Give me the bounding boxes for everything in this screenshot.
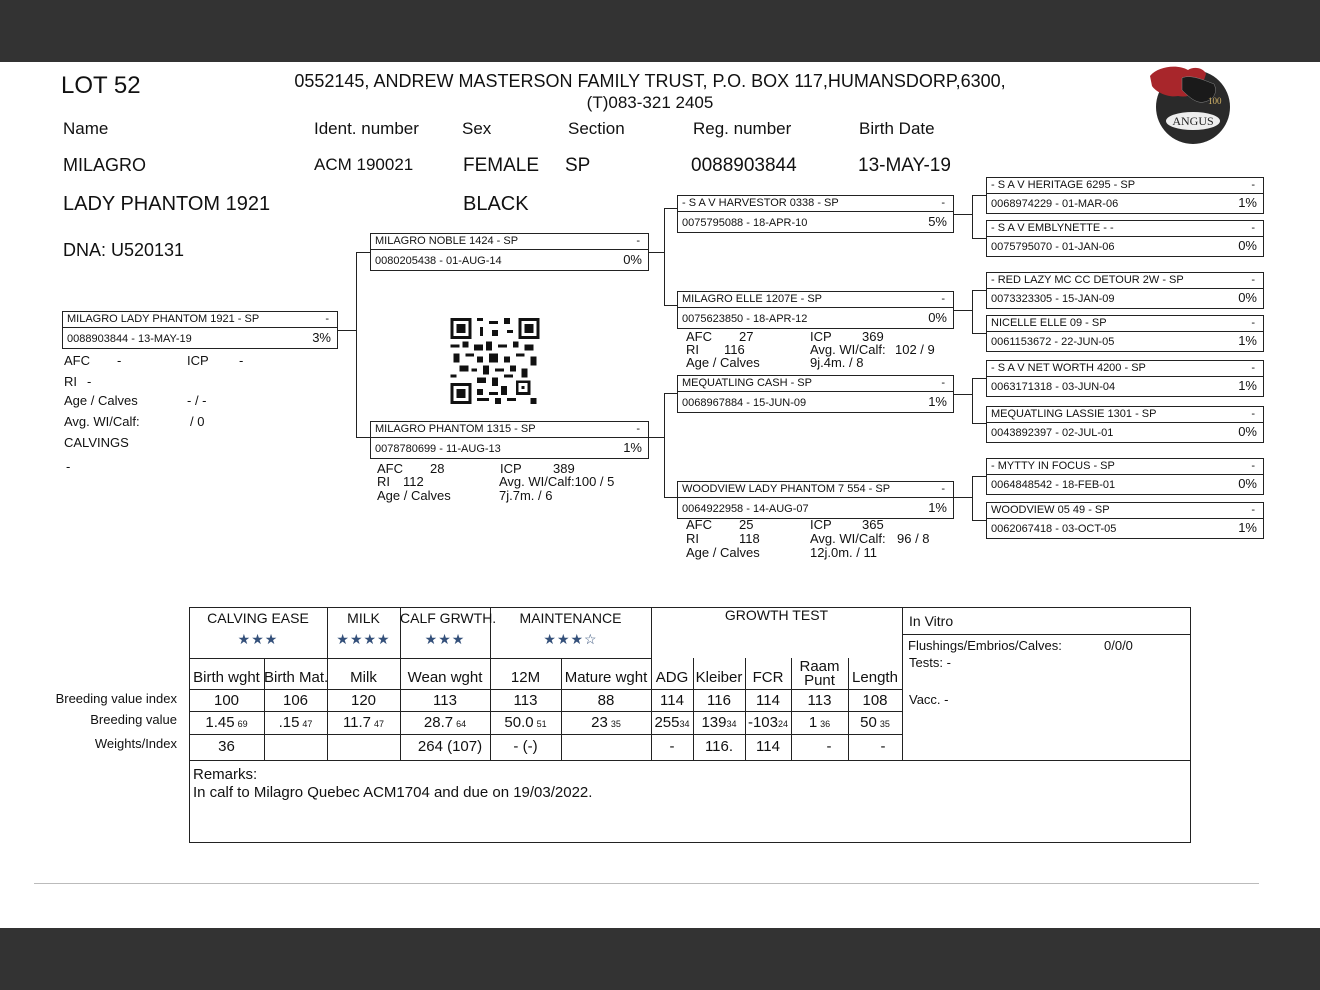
- ggp-box-6: MEQUATLING LASSIE 1301 - SP - 0043892397 - 02-JUL-01 0%: [986, 406, 1264, 443]
- sire-dam-box: MILAGRO ELLE 1207E - SP - 0075623850 - 18-APR-12 0%: [677, 291, 954, 329]
- subject-title: MILAGRO LADY PHANTOM 1921 - SP: [67, 313, 260, 325]
- bv-cell: 13934: [701, 714, 737, 731]
- invitro-flush-label: Flushings/Embrios/Calves:: [908, 638, 1062, 653]
- subject-box: MILAGRO LADY PHANTOM 1921 - SP - 0088903844 - 13-MAY-19 3%: [62, 311, 338, 349]
- label-ident: Ident. number: [314, 119, 419, 138]
- index-cell: 108: [862, 692, 888, 709]
- col-header: Wean wght: [407, 669, 483, 686]
- label-birth: Birth Date: [859, 119, 935, 138]
- top-bar: [0, 0, 1320, 62]
- label-sex: Sex: [462, 119, 492, 138]
- subject-sub: 0088903844 - 13-MAY-19: [67, 333, 192, 345]
- angus-logo-icon: [1148, 64, 1232, 144]
- bv-cell: .15 47: [278, 714, 313, 731]
- invitro-title: In Vitro: [909, 613, 954, 629]
- subject-pct: 3%: [312, 330, 331, 345]
- hdr-maintenance: MAINTENANCE: [519, 610, 622, 626]
- dam-dam-box: WOODVIEW LADY PHANTOM 7 554 - SP - 0064922958 - 14-AUG-07 1%: [677, 481, 954, 519]
- index-cell: 113: [513, 692, 538, 709]
- sire-box: MILAGRO NOBLE 1424 - SP - 0080205438 - 01-AUG-14 0%: [370, 233, 649, 271]
- ggp-box-3: - RED LAZY MC CC DETOUR 2W - SP - 0073323305 - 15-JAN-09 0%: [986, 272, 1264, 309]
- bv-cell: 23 35: [591, 714, 621, 731]
- col-header: Mature wght: [564, 669, 648, 686]
- label-section: Section: [568, 119, 625, 138]
- hdr-growth-test: GROWTH TEST: [724, 607, 829, 623]
- bv-cell: 1 36: [808, 714, 831, 731]
- col-header: Kleiber: [695, 669, 743, 686]
- index-cell: 113: [807, 692, 832, 709]
- weight-cell: -: [826, 738, 832, 755]
- stars-calving-ease: ★★★: [237, 631, 279, 647]
- invitro-flush-value: 0/0/0: [1104, 638, 1133, 653]
- animal-sex: FEMALE: [463, 155, 540, 176]
- index-cell: 114: [756, 692, 780, 709]
- col-header: Length: [852, 669, 898, 686]
- animal-name2: LADY PHANTOM 1921: [63, 193, 271, 215]
- index-cell: 120: [350, 692, 377, 709]
- bv-cell: 50.0 51: [504, 714, 547, 731]
- index-cell: 88: [597, 692, 615, 709]
- bv-cell: 11.7 47: [342, 714, 385, 731]
- footer-divider: [34, 883, 1259, 884]
- ggp-box-7: - MYTTY IN FOCUS - SP - 0064848542 - 18-FEB-01 0%: [986, 458, 1264, 495]
- ggp-box-1: - S A V HERITAGE 6295 - SP - 0068974229 - 01-MAR-06 1%: [986, 177, 1264, 214]
- animal-reg: 0088903844: [691, 155, 797, 176]
- sire-sire-box: - S A V HARVESTOR 0338 - SP - 0075795088 - 18-APR-10 5%: [677, 195, 954, 233]
- weight-cell: - (-): [513, 738, 538, 755]
- bv-cell: -10324: [747, 714, 789, 731]
- row-label: Breeding value: [90, 712, 177, 727]
- bv-cell: 28.7 64: [423, 714, 467, 731]
- col-header: Birth Mat.: [264, 669, 329, 686]
- weight-cell: -: [669, 738, 675, 755]
- index-cell: 114: [660, 692, 684, 709]
- ggp-box-4: NICELLE ELLE 09 - SP - 0061153672 - 22-JUN-05 1%: [986, 315, 1264, 352]
- col-header: Milk: [350, 669, 377, 686]
- label-name: Name: [63, 119, 109, 138]
- bv-cell: 25534: [654, 714, 690, 731]
- owner-line2: (T)083-321 2405: [586, 93, 714, 112]
- hdr-milk: MILK: [347, 610, 380, 626]
- remarks-label: Remarks:: [193, 766, 258, 783]
- index-cell: 106: [282, 692, 309, 709]
- animal-color: BLACK: [463, 193, 529, 215]
- col-header: Raam Punt: [799, 658, 840, 689]
- weight-cell: 114: [756, 738, 780, 755]
- stars-calf-growth: ★★★: [424, 631, 466, 647]
- logo-text: ANGUS: [1172, 114, 1214, 128]
- weight-cell: 36: [218, 738, 235, 755]
- index-cell: 116: [707, 692, 731, 709]
- remarks-text: In calf to Milagro Quebec ACM1704 and due on 19/03/2022.: [193, 784, 593, 801]
- dam-box: MILAGRO PHANTOM 1315 - SP - 0078780699 - 11-AUG-13 1%: [370, 421, 649, 459]
- index-cell: 100: [213, 692, 240, 709]
- weight-cell: 264 (107): [417, 738, 483, 755]
- col-header: ADG: [655, 669, 689, 686]
- col-header: 12M: [510, 669, 541, 686]
- logo-small-text: 100: [1208, 96, 1222, 106]
- ggp-box-2: - S A V EMBLYNETTE - - - 0075795070 - 01-JAN-06 0%: [986, 220, 1264, 257]
- bv-cell: 1.45 69: [205, 714, 248, 731]
- animal-birth: 13-MAY-19: [858, 155, 951, 176]
- animal-section: SP: [565, 155, 591, 176]
- calvings-label: CALVINGS: [64, 435, 129, 450]
- ggp-box-8: WOODVIEW 05 49 - SP - 0062067418 - 03-OCT-05 1%: [986, 502, 1264, 539]
- animal-dna: DNA: U520131: [63, 240, 185, 260]
- row-label: Breeding value index: [55, 691, 177, 706]
- index-cell: 113: [433, 692, 457, 709]
- animal-ident: ACM 190021: [314, 155, 414, 174]
- animal-name1: MILAGRO: [63, 155, 147, 175]
- stars-milk: ★★★★: [336, 631, 391, 647]
- col-header: FCR: [752, 669, 784, 686]
- col-header: Birth wght: [193, 669, 260, 686]
- owner-line1: 0552145, ANDREW MASTERSON FAMILY TRUST, P.O. BOX 117,HUMANSDORP,6300,: [294, 71, 1006, 91]
- bv-cell: 50 35: [860, 714, 890, 731]
- dam-sire-box: MEQUATLING CASH - SP - 0068967884 - 15-JUN-09 1%: [677, 375, 954, 413]
- weight-cell: -: [880, 738, 886, 755]
- stars-maintenance: ★★★☆: [543, 631, 598, 647]
- weight-cell: 116.: [704, 738, 734, 755]
- label-reg: Reg. number: [693, 119, 792, 138]
- lot-number: LOT 52: [61, 72, 141, 99]
- invitro-vacc: Vacc. -: [909, 692, 949, 707]
- hdr-calf-growth: CALF GRWTH.: [400, 610, 497, 626]
- row-label: Weights/Index: [94, 736, 177, 751]
- hdr-calving-ease: CALVING EASE: [207, 610, 309, 626]
- qr-code-icon: [450, 318, 540, 404]
- ggp-box-5: - S A V NET WORTH 4200 - SP - 0063171318 - 03-JUN-04 1%: [986, 360, 1264, 397]
- bottom-bar: [0, 928, 1320, 990]
- invitro-tests: Tests: -: [909, 655, 951, 670]
